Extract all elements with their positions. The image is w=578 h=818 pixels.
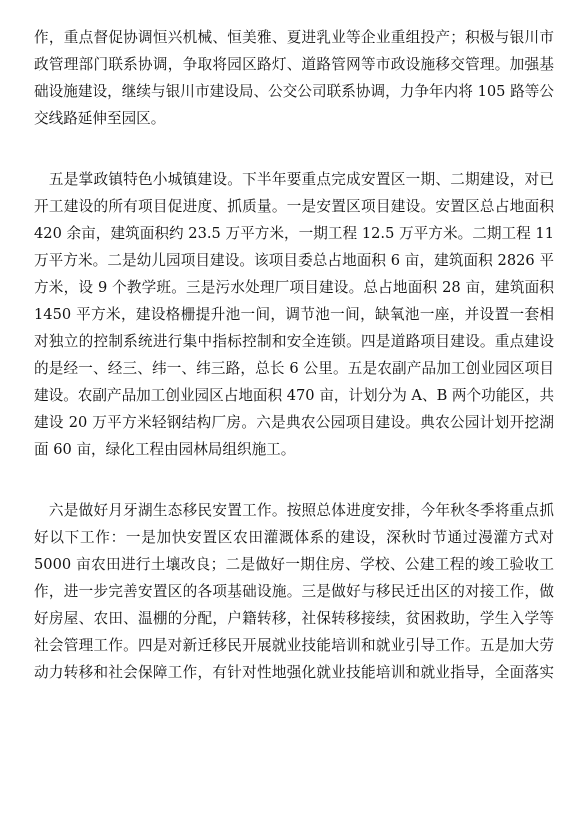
text-line: 建设。农副产品加工创业园区占地面积 470 亩，计划分为 A、B 两个功能区，共 [34,387,554,404]
paragraph-infrastructure [34,24,554,132]
text-line: 面 60 亩，绿化工程由园林局组织施工。 [34,441,296,458]
text-line: 万平方米。二是幼儿园项目建设。该项目委总占地面积 6 亩，建筑面积 2826 平 [34,252,554,269]
text-line: 建设 20 万平方米轻钢结构厂房。六是典农公园项目建设。典农公园计划开挖湖 [34,414,554,431]
paragraph-gap [34,132,554,166]
text-line: 础设施建设，继续与银川市建设局、公交公司联系协调，力争年内将 105 路等公 [34,83,554,100]
paragraph-yueya-lake-resettlement [34,497,554,686]
text-line: 开工建设的所有项目促进度、抓质量。一是安置区项目建设。安置区总占地面积 [34,198,554,215]
text-line: 方米，设 9 个教学班。三是污水处理厂项目建设。总占地面积 28 亩，建筑面积 [34,279,554,296]
text-line: 动力转移和社会保障工作，有针对性地强化就业技能培训和就业指导，全面落实 [34,664,554,681]
paragraph-zhangzheng-town [34,166,554,463]
text-line: 420 余亩，建筑面积约 23.5 万平方米，一期工程 12.5 万平方米。二期工程 11 [34,225,554,242]
text-line: 好房屋、农田、温棚的分配，户籍转移，社保转移接续，贫困救助，学生入学等 [34,610,554,627]
text-line: 1450 平方米，建设格栅提升池一间，调节池一间，缺氧池一座，并设置一套相 [34,306,554,323]
text-line: 对独立的控制系统进行集中指标控制和安全连锁。四是道路项目建设。重点建设 [34,333,554,350]
text-line: 作，进一步完善安置区的各项基础设施。三是做好与移民迁出区的对接工作，做 [34,583,554,600]
text-line: 六是做好月牙湖生态移民安置工作。按照总体进度安排，今年秋冬季将重点抓 [34,502,554,519]
text-line: 的是经一、经三、纬一、纬三路，总长 6 公里。五是农副产品加工创业园区项目 [34,360,554,377]
document-page [34,24,554,686]
text-line: 政管理部门联系协调，争取将园区路灯、道路管网等市政设施移交管理。加强基 [34,56,554,73]
text-line: 社会管理工作。四是对新迁移民开展就业技能培训和就业引导工作。五是加大劳 [34,637,554,654]
text-line: 作，重点督促协调恒兴机械、恒美雅、夏进乳业等企业重组投产；积极与银川市 [34,29,554,46]
text-line: 好以下工作：一是加快安置区农田灌溉体系的建设，深秋时节通过漫灌方式对 [34,529,554,546]
text-line: 五是掌政镇特色小城镇建设。下半年要重点完成安置区一期、二期建设，对已 [34,171,554,188]
paragraph-gap [34,463,554,497]
text-line: 5000 亩农田进行土壤改良；二是做好一期住房、学校、公建工程的竣工验收工 [34,556,554,573]
text-line: 交线路延伸至园区。 [34,110,166,127]
